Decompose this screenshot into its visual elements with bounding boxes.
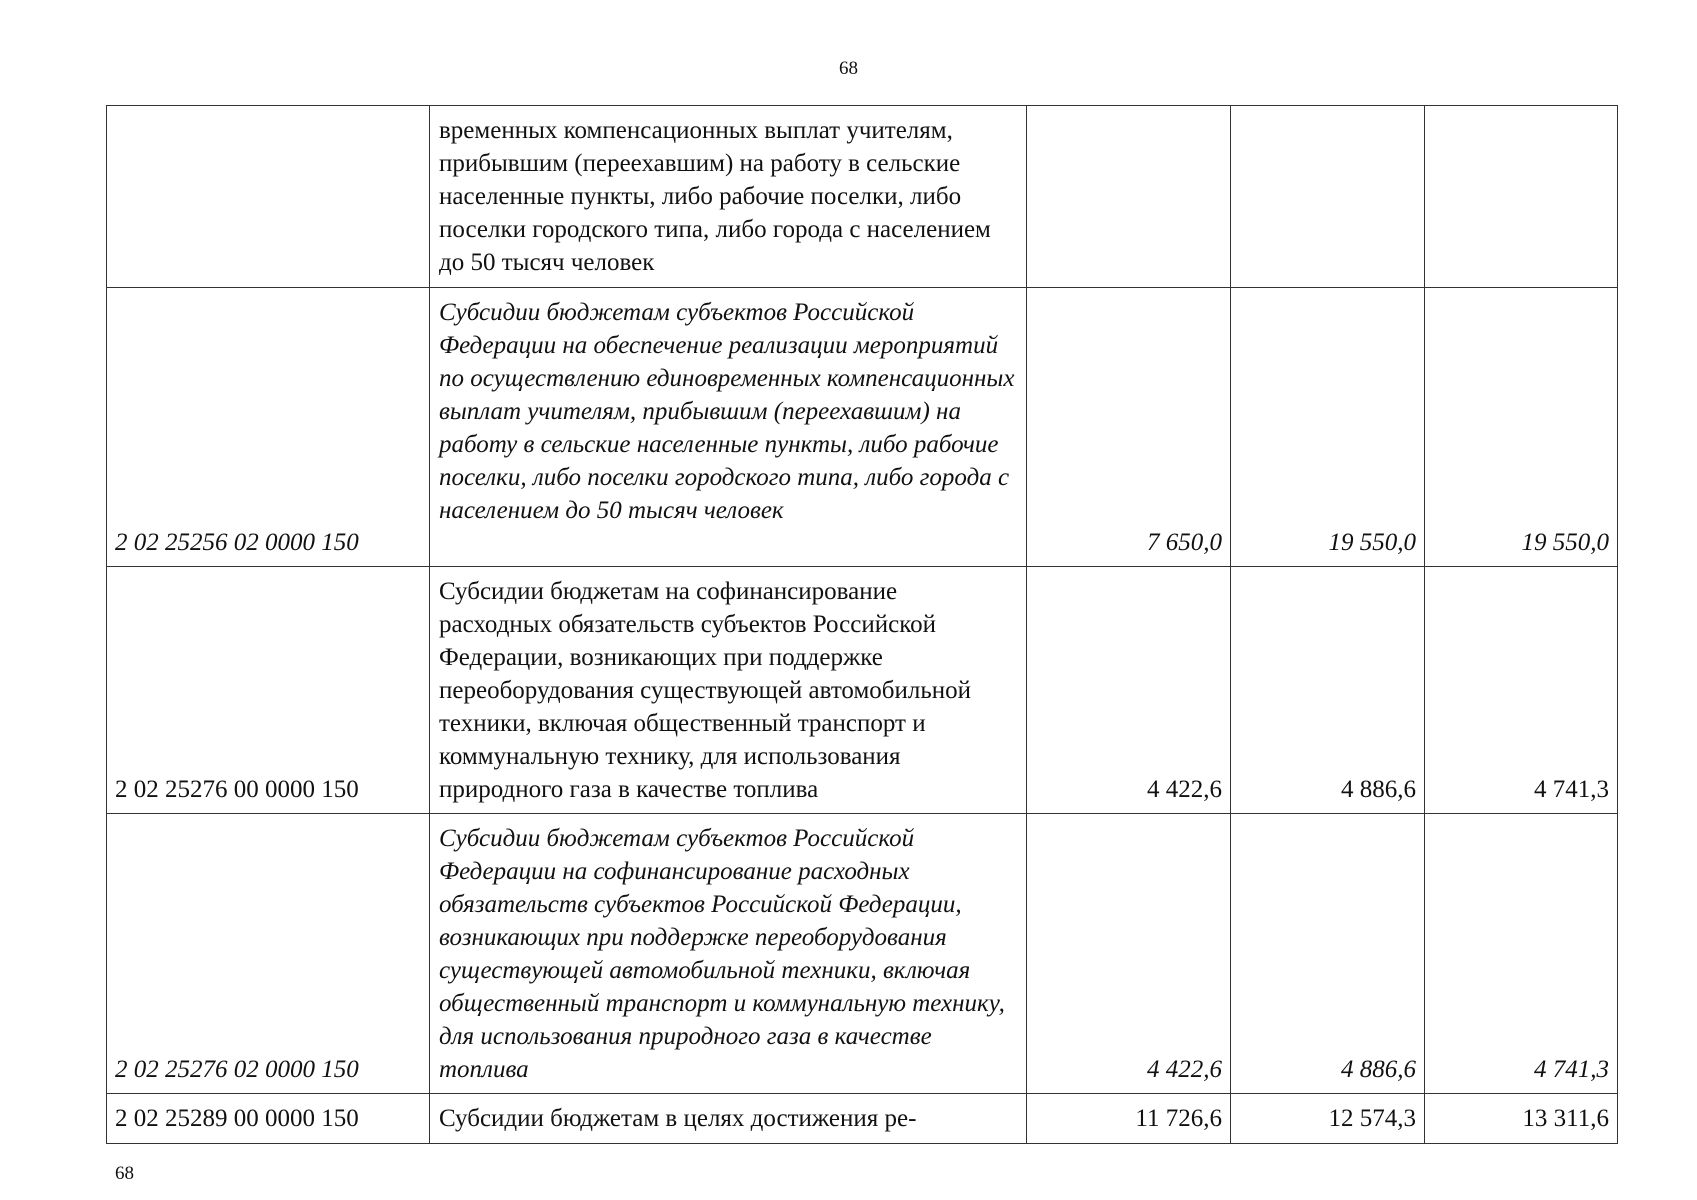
value-cell-3: 13 311,6	[1425, 1094, 1618, 1144]
value-cell-1: 7 650,0	[1027, 288, 1231, 567]
value-cell-1: 4 422,6	[1027, 814, 1231, 1094]
value-cell-1: 11 726,6	[1027, 1094, 1231, 1144]
value-cell-2: 4 886,6	[1231, 814, 1425, 1094]
budget-code-cell: 2 02 25276 02 0000 150	[107, 814, 430, 1094]
table-row	[107, 567, 1618, 814]
table-row	[107, 106, 1618, 288]
page-number-bottom: 68	[115, 1163, 134, 1184]
description-cell: Субсидии бюджетам в целях достижения ре-	[430, 1094, 1027, 1144]
value-cell-2	[1231, 106, 1425, 288]
value-cell-1: 4 422,6	[1027, 567, 1231, 814]
value-cell-2: 12 574,3	[1231, 1094, 1425, 1144]
description-cell: Субсидии бюджетам на софинансирование расходных обязательств субъектов Российской Федерации, возникающих при поддержке переоборудования существующей автомобильной техники, включая общественный транспорт и коммунальную технику, для использования природного газа в качестве топлива	[430, 567, 1027, 814]
budget-code-cell: 2 02 25289 00 0000 150	[107, 1094, 430, 1144]
description-cell: Субсидии бюджетам субъектов Российской Федерации на софинансирование расходных обязательств субъектов Российской Федерации, возникающих при поддержке переоборудования существующей автомобильной техники, включая общественный транспорт и коммунальную технику, для использования природного газа в качестве топлива	[430, 814, 1027, 1094]
budget-code-cell: 2 02 25256 02 0000 150	[107, 288, 430, 567]
table-row	[107, 1094, 1618, 1144]
value-cell-3: 4 741,3	[1425, 814, 1618, 1094]
table-row	[107, 814, 1618, 1094]
budget-code-cell: 2 02 25276 00 0000 150	[107, 567, 430, 814]
value-cell-2: 4 886,6	[1231, 567, 1425, 814]
page-number-top: 68	[839, 58, 858, 79]
table-row	[107, 288, 1618, 567]
value-cell-3: 19 550,0	[1425, 288, 1618, 567]
value-cell-3: 4 741,3	[1425, 567, 1618, 814]
value-cell-1	[1027, 106, 1231, 288]
value-cell-2: 19 550,0	[1231, 288, 1425, 567]
budget-code-cell	[107, 106, 430, 288]
description-cell: временных компенсационных выплат учителям, прибывшим (переехавшим) на работу в сельские населенные пункты, либо рабочие поселки, либо поселки городского типа, либо города с населением до 50 тысяч человек	[430, 106, 1027, 288]
description-cell: Субсидии бюджетам субъектов Российской Федерации на обеспечение реализации мероприятий по осуществлению единовременных компенсационных выплат учителям, прибывшим (переехавшим) на работу в сельские населенные пункты, либо рабочие поселки, либо поселки городского типа, либо города с населением до 50 тысяч человек	[430, 288, 1027, 567]
value-cell-3	[1425, 106, 1618, 288]
budget-table	[106, 105, 1618, 1144]
